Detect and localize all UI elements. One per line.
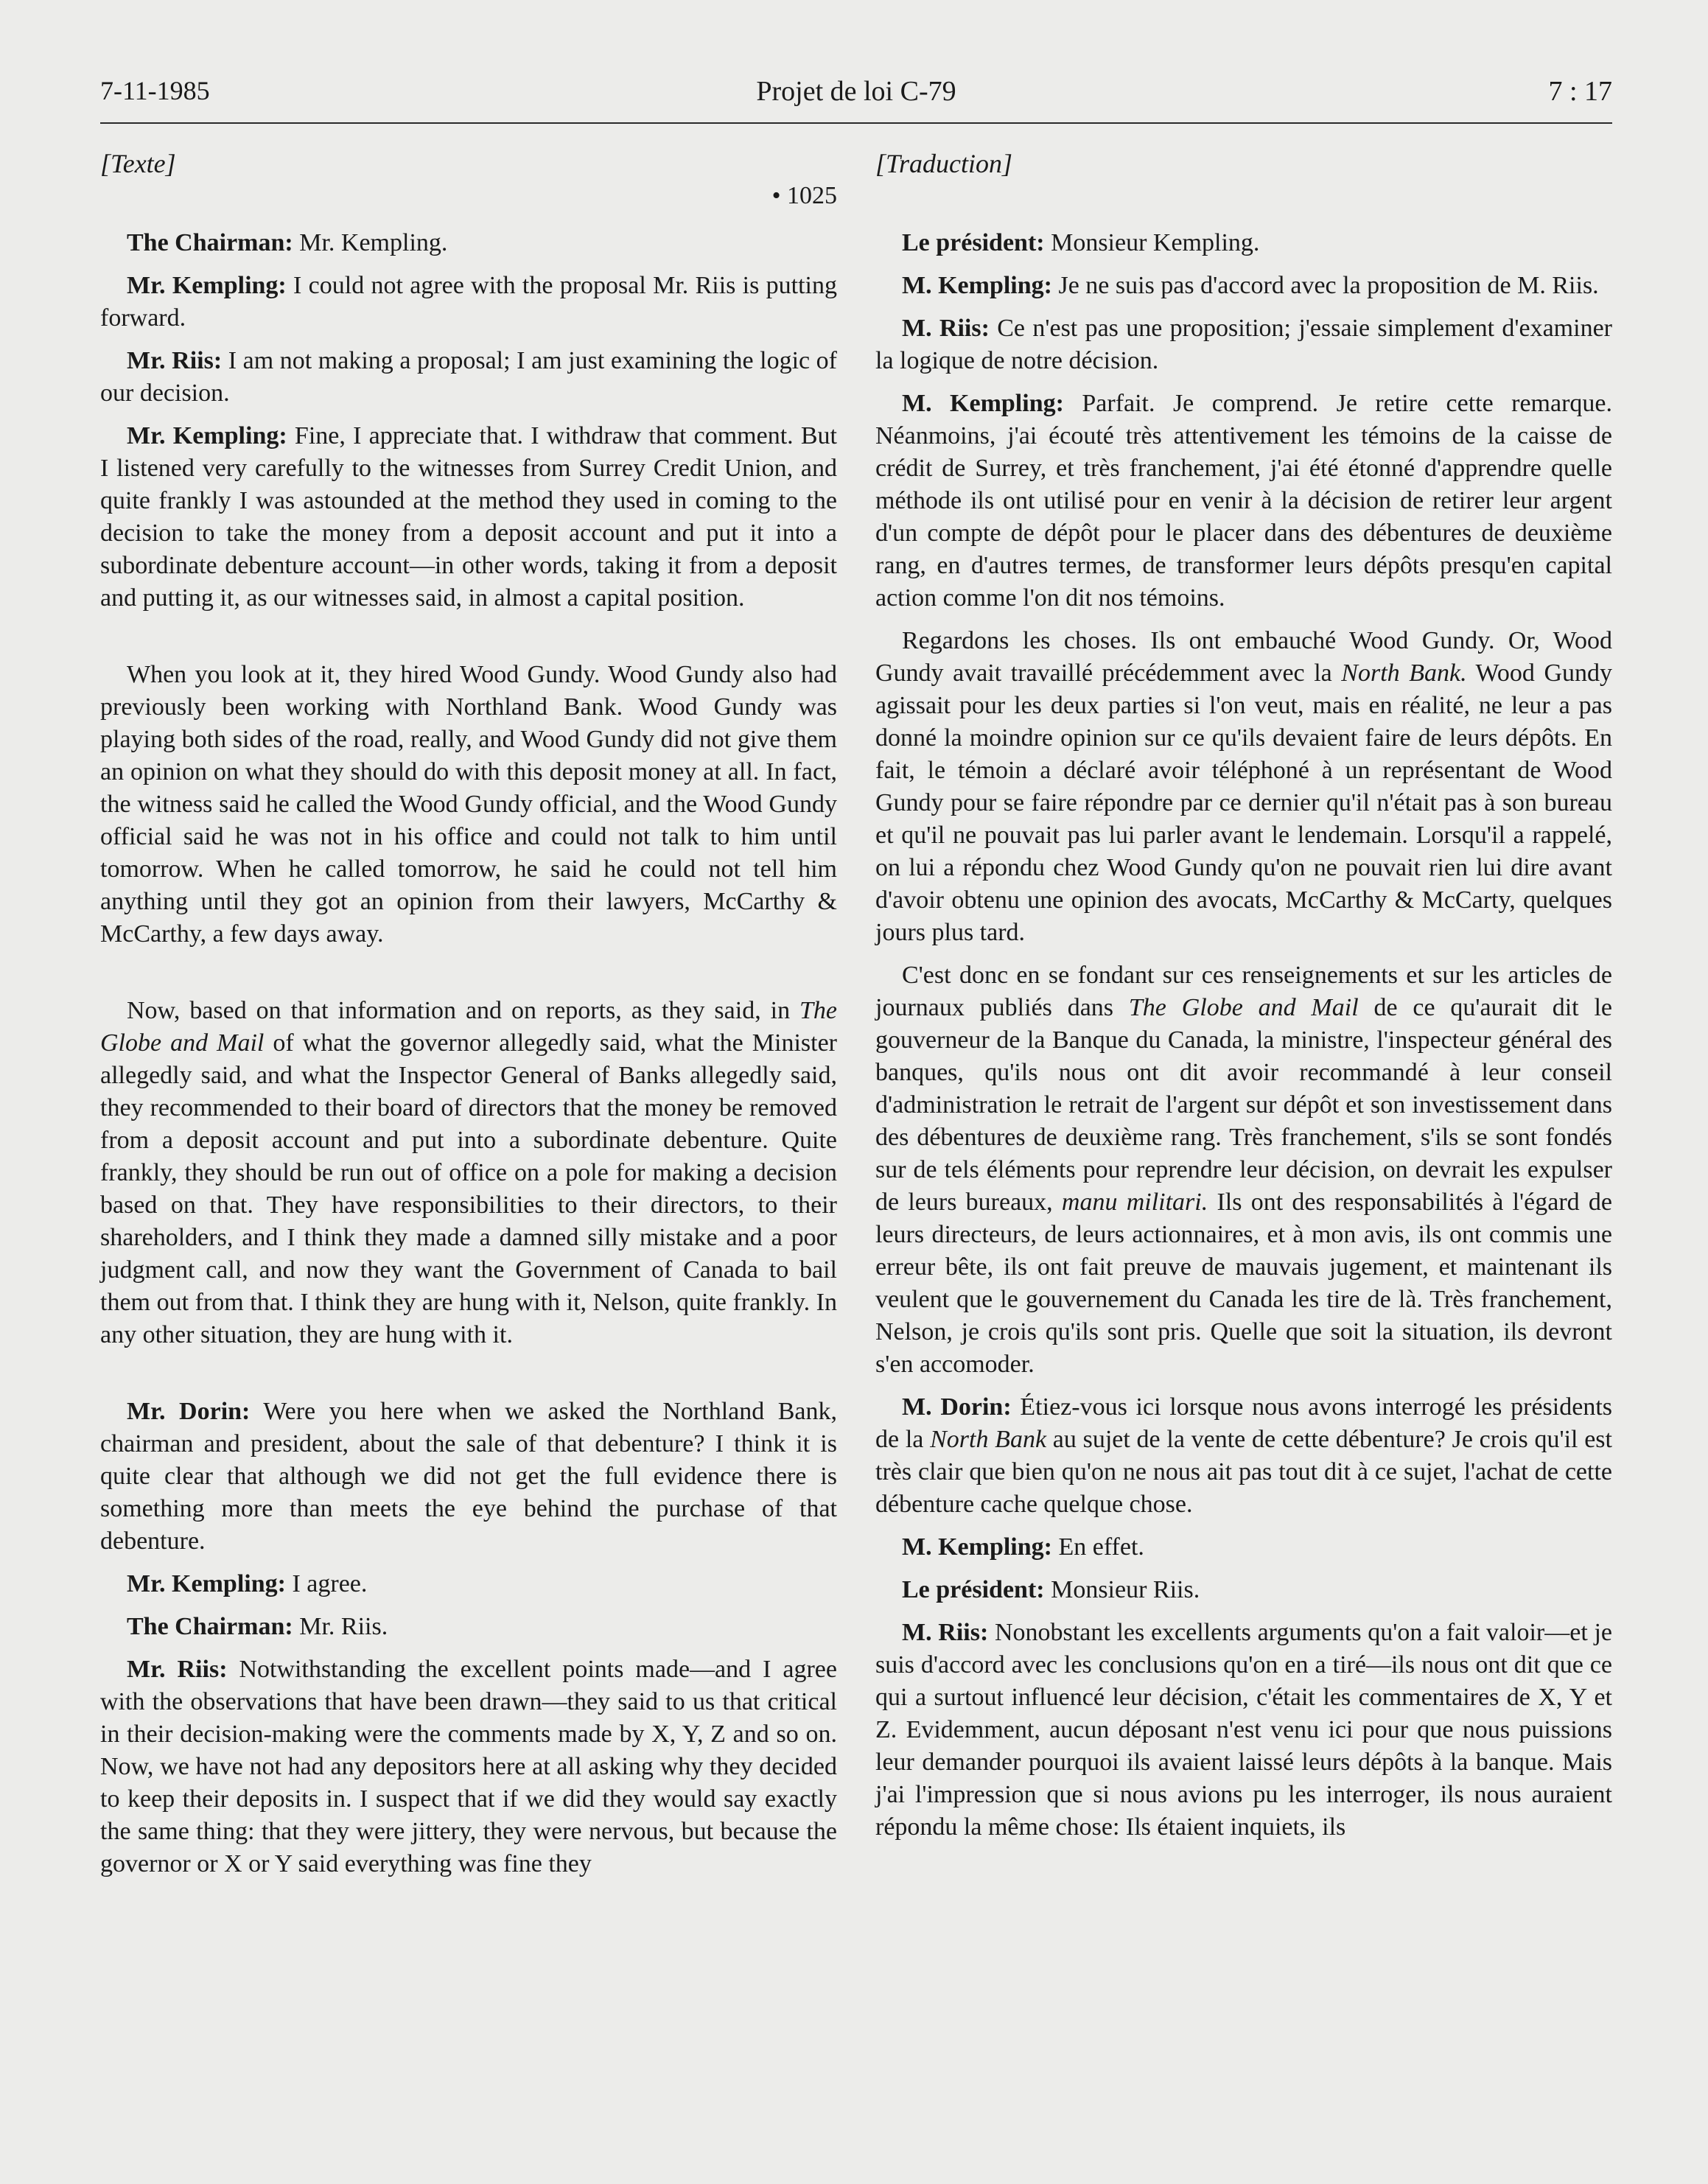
speech-text: I agree. bbox=[285, 1570, 368, 1597]
bank-name: North Bank. bbox=[1341, 659, 1467, 687]
paragraph bbox=[875, 1531, 1612, 1564]
paragraph bbox=[875, 388, 1612, 615]
speaker-name: M. Dorin: bbox=[902, 1393, 1012, 1421]
speaker-name: Mr. Riis: bbox=[127, 347, 223, 374]
speech-text: of what the governor allegedly said, what the Minister allegedly said, and what the Inspector General of Banks allegedly said, they recommended to their board of directors that the money be removed from a deposit account and put into a subordinate debenture. Quite frankly, they should be run out of office on a pole for making a decision based on that. They have responsibilities to their directors, to their shareholders, and I think they made a damned silly mistake and a poor judgment call, and now they want the Government of Canada to bail them out from that. I think they are hung with it, Nelson, quite frankly. In any other situation, they are hung with it. bbox=[100, 1029, 837, 1348]
newspaper-title: The Globe and Mail bbox=[1128, 994, 1359, 1021]
speech-text: Were you here when we asked the Northland Bank, chairman and president, about the sale of that debenture? I think it is quite clear that although we did not get the full evidence there is something more than meets the eye behind the purchase of that debenture. bbox=[100, 1398, 837, 1555]
speech-text: Mr. Kempling. bbox=[293, 229, 448, 256]
speech-text: Wood Gundy agissait pour les deux parties si l'on veut, mais en réalité, ne leur a pas donné la moindre opinion sur ce qu'ils devaient faire de leurs dépôts. En fait, le témoin a déclaré avoir téléphoné à un représentant de Wood Gundy pour se faire répondre par ce dernier qu'il n'était pas à son bureau et qu'il ne pouvait pas lui parler avant le lendemain. Lorsqu'il a rappelé, on lui a répondu chez Wood Gundy qu'on ne pouvait rien lui dire avant d'avoir obtenu une opinion des avocats, McCarthy & McCarty, quelques jours plus tard. bbox=[875, 659, 1613, 946]
speaker-name: Mr. Kempling: bbox=[127, 272, 287, 299]
paragraph bbox=[100, 1653, 837, 1880]
speech-text: Étiez-vous ici lorsque nous avons interrogé les présidents de la bbox=[875, 1393, 1613, 1453]
speaker-name: Mr. Riis: bbox=[127, 1656, 228, 1683]
text-tag: [Texte] bbox=[100, 149, 176, 178]
paragraph bbox=[875, 1617, 1612, 1844]
paragraph bbox=[875, 227, 1612, 259]
speaker-name: The Chairman: bbox=[127, 1613, 293, 1640]
speaker-name: Mr. Kempling: bbox=[127, 422, 287, 449]
speaker-name: The Chairman: bbox=[127, 229, 293, 256]
speech-text: Monsieur Riis. bbox=[1044, 1576, 1200, 1603]
paragraph bbox=[875, 625, 1612, 949]
header-title: Projet de loi C-79 bbox=[756, 76, 956, 107]
speaker-name: M. Kempling: bbox=[902, 390, 1064, 417]
newspaper-title: The Globe and Mail bbox=[100, 997, 837, 1057]
speech-text: Je ne suis pas d'accord avec la proposition de M. Riis. bbox=[1051, 272, 1599, 299]
paragraph bbox=[875, 312, 1612, 377]
speaker-name: Mr. Dorin: bbox=[127, 1398, 251, 1425]
bank-name: North Bank bbox=[930, 1426, 1047, 1453]
latin-phrase: manu militari. bbox=[1061, 1189, 1208, 1216]
paragraph bbox=[100, 227, 837, 259]
paragraph bbox=[100, 270, 837, 335]
speech-text: Ils ont des responsabilités à l'égard de leurs directeurs, de leurs actionnaires, et à mon avis, ils ont commis une erreur bête, ils ont fait preuve de mauvais jugement, et maintenant ils veulent que le gouvernement du Canada les tire de là. Très franchement, Nelson, je crois qu'ils sont pris. Quelle que soit la situation, ils devront s'en accomoder. bbox=[875, 1189, 1612, 1378]
speech-text: Regardons les choses. Ils ont embauché Wood Gundy. Or, Wood Gundy avait travaillé précédemment avec la bbox=[875, 627, 1612, 687]
speech-text: Nonobstant les excellents arguments qu'on a fait valoir—et je suis d'accord avec les conclusions qu'on en a tiré—ils nous ont dit que ce qui a surtout influencé leur décision, c'était les commentaires de X, Y et Z. Evidemment, aucun déposant n'est venu ici pour que nous puissions leur demander pourquoi ils avaient laissé leurs dépôts à la banque. Mais j'ai l'impression que si nous avions pu les interroger, ils nous auraient répondu la même chose: Ils étaient inquiets, ils bbox=[875, 1619, 1612, 1841]
speech-text: Now, based on that information and on reports, as they said, in bbox=[127, 997, 799, 1024]
translation-tag: [Traduction] bbox=[875, 149, 1013, 178]
speech-text: En effet. bbox=[1051, 1533, 1144, 1561]
speaker-name: Le président: bbox=[902, 1576, 1045, 1603]
speaker-name: Le président: bbox=[902, 229, 1045, 256]
speech-text: Monsieur Kempling. bbox=[1044, 229, 1260, 256]
right-column-french bbox=[875, 147, 1612, 1854]
speaker-name: Mr. Kempling: bbox=[127, 1570, 286, 1597]
speech-text: I could not agree with the proposal Mr. Riis is putting forward. bbox=[100, 272, 837, 332]
paragraph bbox=[100, 659, 837, 951]
paragraph bbox=[100, 1396, 837, 1558]
paragraph bbox=[100, 345, 837, 410]
timestamp: • 1025 bbox=[771, 182, 837, 209]
speech-text: C'est donc en se fondant sur ces renseignements et sur les articles de journaux publiés dans bbox=[875, 962, 1612, 1021]
speaker-name: M. Kempling: bbox=[902, 272, 1052, 299]
speech-text: I am not making a proposal; I am just examining the logic of our decision. bbox=[100, 347, 838, 407]
paragraph bbox=[875, 1574, 1612, 1606]
speech-text: de ce qu'aurait dit le gouverneur de la Banque du Canada, la ministre, l'inspecteur général des banques, qu'ils nous ont dit avoir recommandé à leur conseil d'administration le retrait de l'argent sur dépôt et son investissement dans des débentures de deuxième rang. Très franchement, s'ils se sont fondés sur de tels éléments pour reprendre leur décision, on devrait les expulser de leurs bureaux, bbox=[875, 994, 1612, 1216]
speaker-name: M. Riis: bbox=[902, 315, 990, 342]
paragraph bbox=[875, 959, 1612, 1381]
speech-text: Ce n'est pas une proposition; j'essaie simplement d'examiner la logique de notre décision. bbox=[875, 315, 1612, 374]
speaker-name: M. Kempling: bbox=[902, 1533, 1052, 1561]
page-header bbox=[100, 74, 1612, 124]
speaker-name: M. Riis: bbox=[902, 1619, 989, 1646]
speech-text: Mr. Riis. bbox=[293, 1613, 388, 1640]
paragraph bbox=[100, 420, 837, 615]
paragraph bbox=[100, 1568, 837, 1600]
speech-text: When you look at it, they hired Wood Gundy. Wood Gundy also had previously been working with Northland Bank. Wood Gundy was playing both sides of the road, really, and Wood Gundy did not give them an opinion on what they should do with this deposit money at all. In fact, the witness said he called the Wood Gundy official, and the Wood Gundy official said he was not in his office and could not talk to him until tomorrow. When he called tomorrow, he said he could not tell him anything until they got an opinion from their lawyers, McCarthy & McCarthy, a few days away. bbox=[100, 661, 837, 948]
left-column-english bbox=[100, 147, 837, 1891]
paragraph bbox=[100, 995, 837, 1351]
speech-text: au sujet de la vente de cette débenture? Je crois qu'il est très clair que bien qu'on ne nous ait pas tout dit à ce sujet, l'achat de cette débenture cache quelque chose. bbox=[875, 1426, 1612, 1518]
header-page-number: 7 : 17 bbox=[1548, 76, 1612, 107]
speech-text: Notwithstanding the excellent points made—and I agree with the observations that have been drawn—they said to us that critical in their decision-making were the comments made by X, Y, Z and so on. Now, we have not had any depositors here at all asking why they decided to keep their deposits in. I suspect that if we did they would say exactly the same thing: that they were jittery, they were nervous, but because the governor or X or Y said everything was fine they bbox=[100, 1656, 837, 1877]
paragraph bbox=[875, 270, 1612, 302]
speech-text: Parfait. Je comprend. Je retire cette remarque. Néanmoins, j'ai écouté très attentivement les témoins de la caisse de crédit de Surrey, et très franchement, j'ai été étonné d'apprendre quelle méthode ils ont utilisé pour en venir à la décision de retirer leur argent d'un compte de dépôt pour le placer dans des débentures de deuxième rang, en d'autres termes, de transformer leurs dépôts presqu'en capital action comme l'on dit nos témoins. bbox=[875, 390, 1612, 612]
header-date: 7-11-1985 bbox=[100, 76, 210, 105]
paragraph bbox=[875, 1391, 1612, 1521]
paragraph bbox=[100, 1611, 837, 1643]
speech-text: Fine, I appreciate that. I withdraw that comment. But I listened very carefully to the witnesses from Surrey Credit Union, and quite frankly I was astounded at the method they used in coming to the decision to take the money from a deposit account and put it into a subordinate debenture account—in other words, taking it from a deposit and putting it, as our witnesses said, in almost a capital position. bbox=[100, 422, 837, 612]
